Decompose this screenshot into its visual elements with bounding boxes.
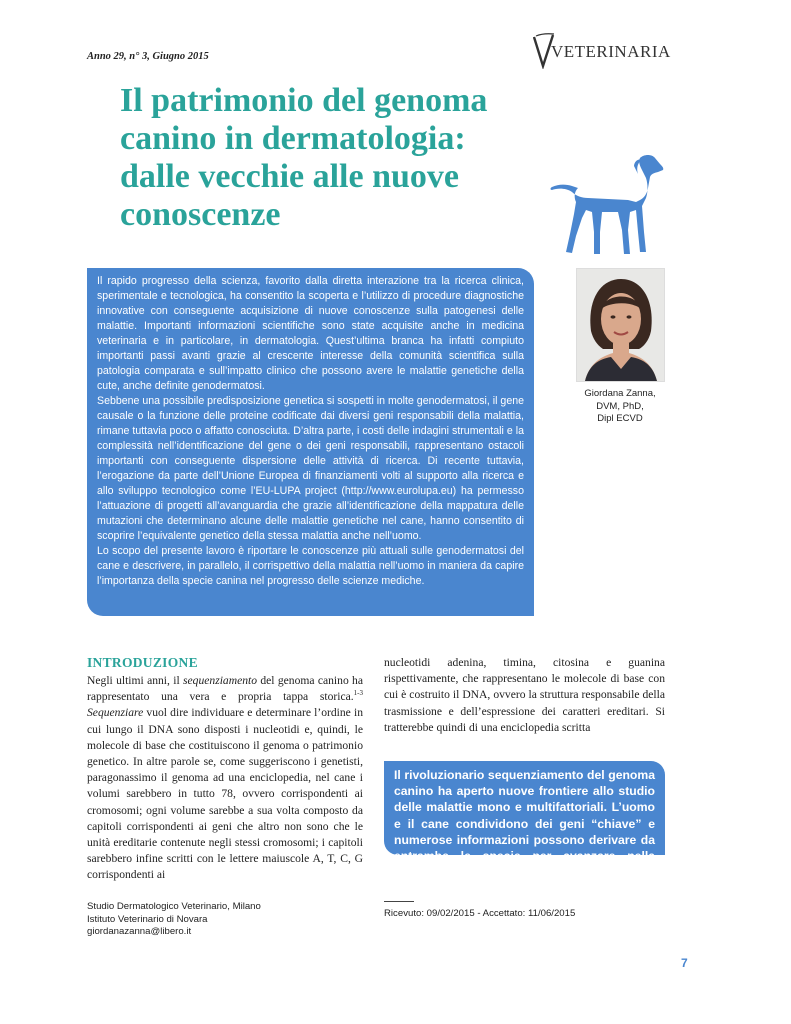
affiliation-line: Istituto Veterinario di Novara (87, 913, 208, 925)
section-heading: INTRODUZIONE (87, 655, 198, 670)
title-line: dalle vecchie alle nuove (120, 158, 460, 195)
divider (384, 901, 414, 902)
intro-continuation: nucleotidi adenina, timina, citosina e guanina rispettivamente, che rappresentano le molecole di base con cui è costruito il DNA, ovvero la struttura responsabile della trasmissione e dell’espressione dei caratteri ereditari. Si tratterebbe quindi di una enciclopedia scritta (384, 656, 665, 734)
author-caption (568, 388, 672, 426)
author-portrait-icon (577, 269, 664, 381)
column-left (87, 655, 363, 884)
column-right (384, 655, 665, 736)
affiliation (87, 901, 327, 939)
highlight-callout: Il rivoluzionario sequenziamento del genoma canino ha aperto nuove frontiere allo studio delle malattie mono e multifattoriali. L’uomo e il cane condividono dei geni “chiave” e numerose informazioni possono derivare da entrambe le specie per avanzare nella ricerca genetica. (384, 761, 665, 855)
author-photo (576, 268, 665, 382)
abstract-paragraph: Il rapido progresso della scienza, favorito dalla diretta interazione tra la ricerca clinica, sperimentale e tecnologica, ha consentito la scoperta e l’utilizzo di procedure diagnostiche innovative con conseguente acquisizione di nuove conoscenze sulla patogenesi delle malattie. Importanti informazioni scientifiche sono state acquisite anche in medicina veterinaria e in particolare, in dermatologia. Quest’ultima branca ha infatti compiuto importanti passi avanti grazie al crescente interesse della comunità scientifica sulla patologia comparata e sull’impatto clinico che possono avere le malattie genetiche della cute, anche definite genodermatosi. (97, 275, 524, 392)
author-caption-line: DVM, PhD, (596, 400, 644, 412)
title-line: canino in dermatologia: (120, 120, 466, 157)
abstract-paragraph: Lo scopo del presente lavoro è riportare le conoscenze più attuali sulle genodermatosi del cane e descrivere, in parallelo, il corrispettivo della malattia nell’uomo in maniera da capire l’importanza della specie canina nel progresso delle scienze mediche. (97, 545, 524, 587)
intro-text: del genoma canino ha rappresentato una vera e propria tappa storica. (87, 674, 363, 704)
intro-paragraph (87, 673, 363, 884)
dog-silhouette-icon (548, 152, 666, 260)
title-line: Il patrimonio del genoma (120, 82, 488, 119)
issue-info: Anno 29, n° 3, Giugno 2015 (87, 51, 209, 62)
affiliation-line: Studio Dermatologico Veterinario, Milano (87, 901, 261, 912)
author-email: giordanazanna@libero.it (87, 926, 192, 937)
intro-emphasis: sequenziamento (183, 674, 258, 687)
article-title (120, 82, 560, 234)
abstract-paragraph: Sebbene una possibile predisposizione genetica si sospetti in molte genodermatosi, il gene causale o la funzione delle proteine codificate dai diversi geni responsabili della malattia, rimane tuttavia poco o affatto conosciuta. D’altra parte, i costi delle indagini strumentali e la complessità nell’identificazione del gene o dei geni responsabili, rappresentano ostacoli importanti con conseguente dispersione delle attività di ricerca. Di recente tuttavia, l’erogazione da parte dell’Unione Europea di finanziamenti volti al supporto alla ricerca e allo sviluppo tecnologico come l’EU-LUPA project (http://www.eurolupa.eu) ha permesso l’attuazione di progetti all’avanguardia che grazie all’identificazione della mappatura delle mutazioni che determinano alcune delle malattie genetiche nel cane, hanno consentito di scoprire l’equivalente genetico della stessa malattia anche nell’uomo. (97, 395, 524, 542)
author-caption-line: Giordana Zanna, (584, 388, 656, 399)
intro-emphasis: Sequenziare (87, 706, 144, 720)
intro-text: Negli ultimi anni, il (87, 674, 183, 687)
logo-text: VETERINARIA (551, 42, 671, 61)
abstract-box (87, 268, 534, 616)
author-caption-line: Dipl ECVD (597, 413, 643, 424)
citation-ref: 1-3 (353, 689, 363, 698)
page-number: 7 (681, 956, 688, 970)
intro-text: vuol dire individuare e determinare l’ordine in cui lungo il DNA sono disposti i nucleotidi e, quindi, le molecole di base che costituiscono il genoma o patrimonio genetico. In altre parole se, come suggeriscono i genetisti, paragonassimo il genoma ad una enciclopedia, nel cane i volumi sarebbero in tutto 78, ovvero corrispondenti ai cromosomi; ogni volume sarebbe a sua volta composto da capitoli corrispondenti ai geni che altro non sono che le unità ereditarie contenute negli stessi cromosomi; i capitoli sarebbero infine scritti con le lettere maiuscole A, T, C, G corrispondenti ai (87, 706, 363, 882)
title-line: conoscenze (120, 196, 281, 233)
journal-logo (533, 33, 671, 69)
received-dates: Ricevuto: 09/02/2015 - Accettato: 11/06/2015 (384, 908, 576, 919)
